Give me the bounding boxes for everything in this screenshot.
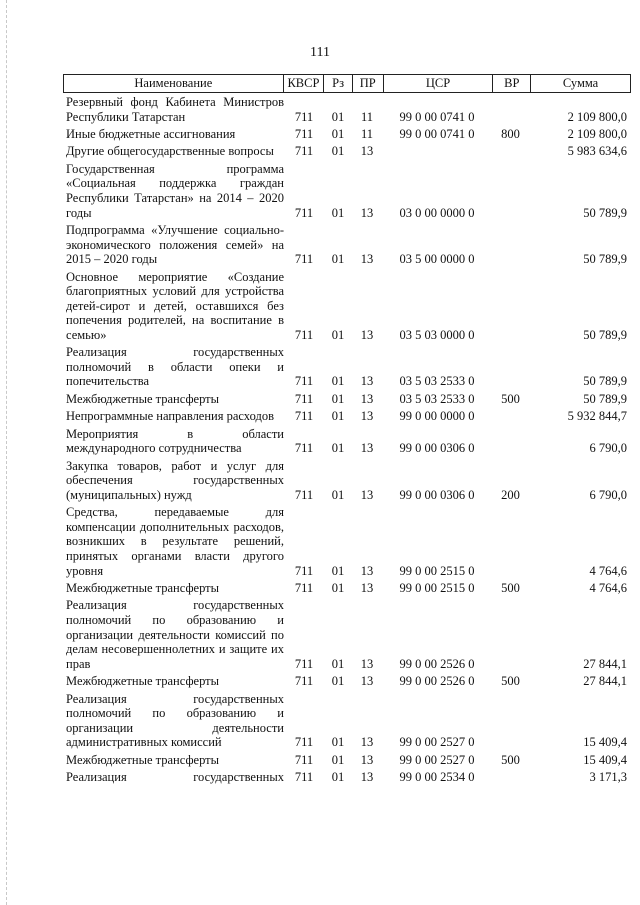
cell-sum: 50 789,9	[583, 327, 627, 342]
cell-csr: 99 0 00 0741 0	[399, 126, 475, 141]
cell-kvsr: 711	[294, 563, 314, 578]
cell-name: Непрограммные направления расходов	[66, 409, 274, 424]
cell-csr: 99 0 00 2527 0	[399, 752, 475, 767]
cell-sum: 15 409,4	[583, 735, 627, 750]
table-row	[63, 674, 631, 689]
cell-csr: 99 0 00 2534 0	[399, 770, 475, 785]
cell-kvsr: 711	[294, 252, 314, 267]
cell-name: Реализация государственных полномочий по образованию и организации деятельности комиссий по делам несовершеннолетних и защите их прав	[66, 598, 284, 671]
cell-kvsr: 711	[294, 735, 314, 750]
cell-csr: 99 0 00 2526 0	[399, 674, 475, 689]
cell-rz: 01	[331, 580, 345, 595]
cell-rz: 01	[331, 770, 345, 785]
cell-name: Мероприятия в области международного сотрудничества	[66, 426, 284, 456]
cell-pr: 13	[360, 205, 374, 220]
cell-rz: 01	[331, 563, 345, 578]
cell-csr: 03 5 03 0000 0	[399, 327, 475, 342]
cell-rz: 01	[331, 735, 345, 750]
cell-kvsr: 711	[294, 487, 314, 502]
cell-rz: 01	[331, 205, 345, 220]
cell-sum: 3 171,3	[589, 770, 627, 785]
cell-sum: 27 844,1	[583, 674, 627, 689]
cell-vr: 200	[501, 487, 520, 502]
table-row	[63, 95, 631, 124]
cell-sum: 50 789,9	[583, 391, 627, 406]
cell-kvsr: 711	[294, 656, 314, 671]
table-body	[63, 95, 631, 787]
cell-sum: 2 109 800,0	[567, 126, 627, 141]
cell-pr: 13	[360, 252, 374, 267]
cell-kvsr: 711	[294, 126, 314, 141]
cell-name: Основное мероприятие «Создание благоприятных условий для устройства детей-сирот и детей, оставшихся без попечения родителей, на воспитание в семью»	[66, 269, 284, 342]
table-row	[63, 598, 631, 671]
table-row	[63, 770, 631, 785]
cell-sum: 6 790,0	[589, 441, 627, 456]
cell-name: Межбюджетные трансферты	[66, 580, 220, 595]
header-pr: ПР	[353, 75, 384, 92]
cell-name: Резервный фонд Кабинета Министров Республики Татарстан	[66, 95, 284, 124]
table-row	[63, 753, 631, 768]
cell-vr: 800	[501, 126, 520, 141]
cell-rz: 01	[331, 327, 345, 342]
cell-pr: 13	[360, 656, 374, 671]
cell-pr: 13	[360, 487, 374, 502]
margin-line	[6, 0, 7, 905]
cell-sum: 50 789,9	[583, 252, 627, 267]
cell-kvsr: 711	[294, 327, 314, 342]
cell-rz: 01	[331, 441, 345, 456]
cell-sum: 5 932 844,7	[567, 409, 627, 424]
cell-vr: 500	[501, 580, 520, 595]
cell-csr: 99 0 00 2515 0	[399, 563, 475, 578]
cell-rz: 01	[331, 252, 345, 267]
cell-kvsr: 711	[294, 374, 314, 389]
cell-sum: 15 409,4	[583, 752, 627, 767]
table-row	[63, 409, 631, 424]
cell-rz: 01	[331, 656, 345, 671]
table-row	[63, 162, 631, 220]
cell-kvsr: 711	[294, 770, 314, 785]
cell-name: Другие общегосударственные вопросы	[66, 144, 274, 159]
cell-csr: 99 0 00 2515 0	[399, 580, 475, 595]
cell-vr: 500	[501, 674, 520, 689]
table-row	[63, 692, 631, 750]
cell-pr: 13	[360, 144, 374, 159]
cell-kvsr: 711	[294, 752, 314, 767]
cell-rz: 01	[331, 391, 345, 406]
cell-csr: 99 0 00 2526 0	[399, 656, 475, 671]
cell-csr: 99 0 00 2527 0	[399, 735, 475, 750]
cell-kvsr: 711	[294, 409, 314, 424]
cell-name: Закупка товаров, работ и услуг для обеспечения государственных (муниципальных) нужд	[66, 458, 284, 502]
cell-rz: 01	[331, 109, 345, 124]
cell-name: Межбюджетные трансферты	[66, 752, 220, 767]
cell-sum: 50 789,9	[583, 205, 627, 220]
table-row	[63, 223, 631, 267]
cell-csr: 99 0 00 0741 0	[399, 109, 475, 124]
header-name: Наименование	[64, 75, 284, 92]
header-vr: ВР	[493, 75, 531, 92]
page-number: 111	[310, 45, 330, 60]
header-sum: Сумма	[562, 76, 599, 90]
cell-pr: 13	[360, 674, 374, 689]
cell-name: Средства, передаваемые для компенсации дополнительных расходов, возникших в результате решений, принятых органами власти другого уровня	[66, 505, 284, 578]
cell-csr: 03 5 03 2533 0	[399, 391, 475, 406]
cell-kvsr: 711	[294, 580, 314, 595]
cell-rz: 01	[331, 752, 345, 767]
cell-kvsr: 711	[294, 391, 314, 406]
cell-sum: 2 109 800,0	[567, 109, 627, 124]
cell-pr: 13	[360, 391, 374, 406]
cell-kvsr: 711	[294, 109, 314, 124]
cell-pr: 13	[360, 580, 374, 595]
table-row	[63, 144, 631, 159]
cell-pr: 13	[360, 563, 374, 578]
cell-rz: 01	[331, 674, 345, 689]
cell-pr: 13	[360, 374, 374, 389]
cell-pr: 13	[360, 735, 374, 750]
cell-name: Реализация государственных полномочий в области опеки и попечительства	[66, 345, 284, 389]
header-kvsr: КВСР	[284, 75, 325, 92]
cell-name: Государственная программа «Социальная поддержка граждан Республики Татарстан» на 2014 – 2020 годы	[66, 161, 284, 220]
header-csr: ЦСР	[384, 75, 494, 92]
cell-name: Реализация государственных	[66, 770, 284, 785]
cell-vr: 500	[501, 391, 520, 406]
cell-csr: 03 0 00 0000 0	[399, 205, 475, 220]
cell-name: Межбюджетные трансферты	[66, 391, 220, 406]
cell-csr: 03 5 03 2533 0	[399, 374, 475, 389]
cell-pr: 13	[360, 327, 374, 342]
table-row	[63, 345, 631, 389]
table-row	[63, 505, 631, 578]
cell-csr: 99 0 00 0000 0	[399, 409, 475, 424]
cell-sum: 4 764,6	[589, 563, 627, 578]
cell-name: Иные бюджетные ассигнования	[66, 126, 236, 141]
cell-kvsr: 711	[294, 144, 314, 159]
cell-pr: 11	[360, 126, 374, 141]
cell-rz: 01	[331, 409, 345, 424]
cell-pr: 13	[360, 409, 374, 424]
cell-pr: 11	[360, 109, 374, 124]
cell-pr: 13	[360, 770, 374, 785]
header-rz: Рз	[324, 75, 353, 92]
cell-vr: 500	[501, 752, 520, 767]
cell-csr: 03 5 00 0000 0	[399, 252, 475, 267]
cell-rz: 01	[331, 374, 345, 389]
cell-rz: 01	[331, 487, 345, 502]
table-row	[63, 427, 631, 456]
table-header	[63, 74, 631, 93]
cell-name: Реализация государственных полномочий по образованию и организации деятельности административных комиссий	[66, 691, 284, 750]
table-row	[63, 581, 631, 596]
cell-csr: 99 0 00 0306 0	[399, 441, 475, 456]
table-row	[63, 459, 631, 503]
cell-pr: 13	[360, 752, 374, 767]
cell-sum: 50 789,9	[583, 374, 627, 389]
cell-sum: 27 844,1	[583, 656, 627, 671]
table-row	[63, 392, 631, 407]
cell-kvsr: 711	[294, 205, 314, 220]
cell-name: Подпрограмма «Улучшение социально-экономического положения семей» на 2015 – 2020 годы	[66, 222, 284, 267]
cell-pr: 13	[360, 441, 374, 456]
cell-rz: 01	[331, 126, 345, 141]
cell-sum: 5 983 634,6	[567, 144, 627, 159]
table-row	[63, 270, 631, 343]
cell-name: Межбюджетные трансферты	[66, 674, 220, 689]
cell-sum: 4 764,6	[589, 580, 627, 595]
cell-csr: 99 0 00 0306 0	[399, 487, 475, 502]
table-row	[63, 127, 631, 142]
cell-kvsr: 711	[294, 441, 314, 456]
cell-sum: 6 790,0	[589, 487, 627, 502]
cell-kvsr: 711	[294, 674, 314, 689]
cell-rz: 01	[331, 144, 345, 159]
